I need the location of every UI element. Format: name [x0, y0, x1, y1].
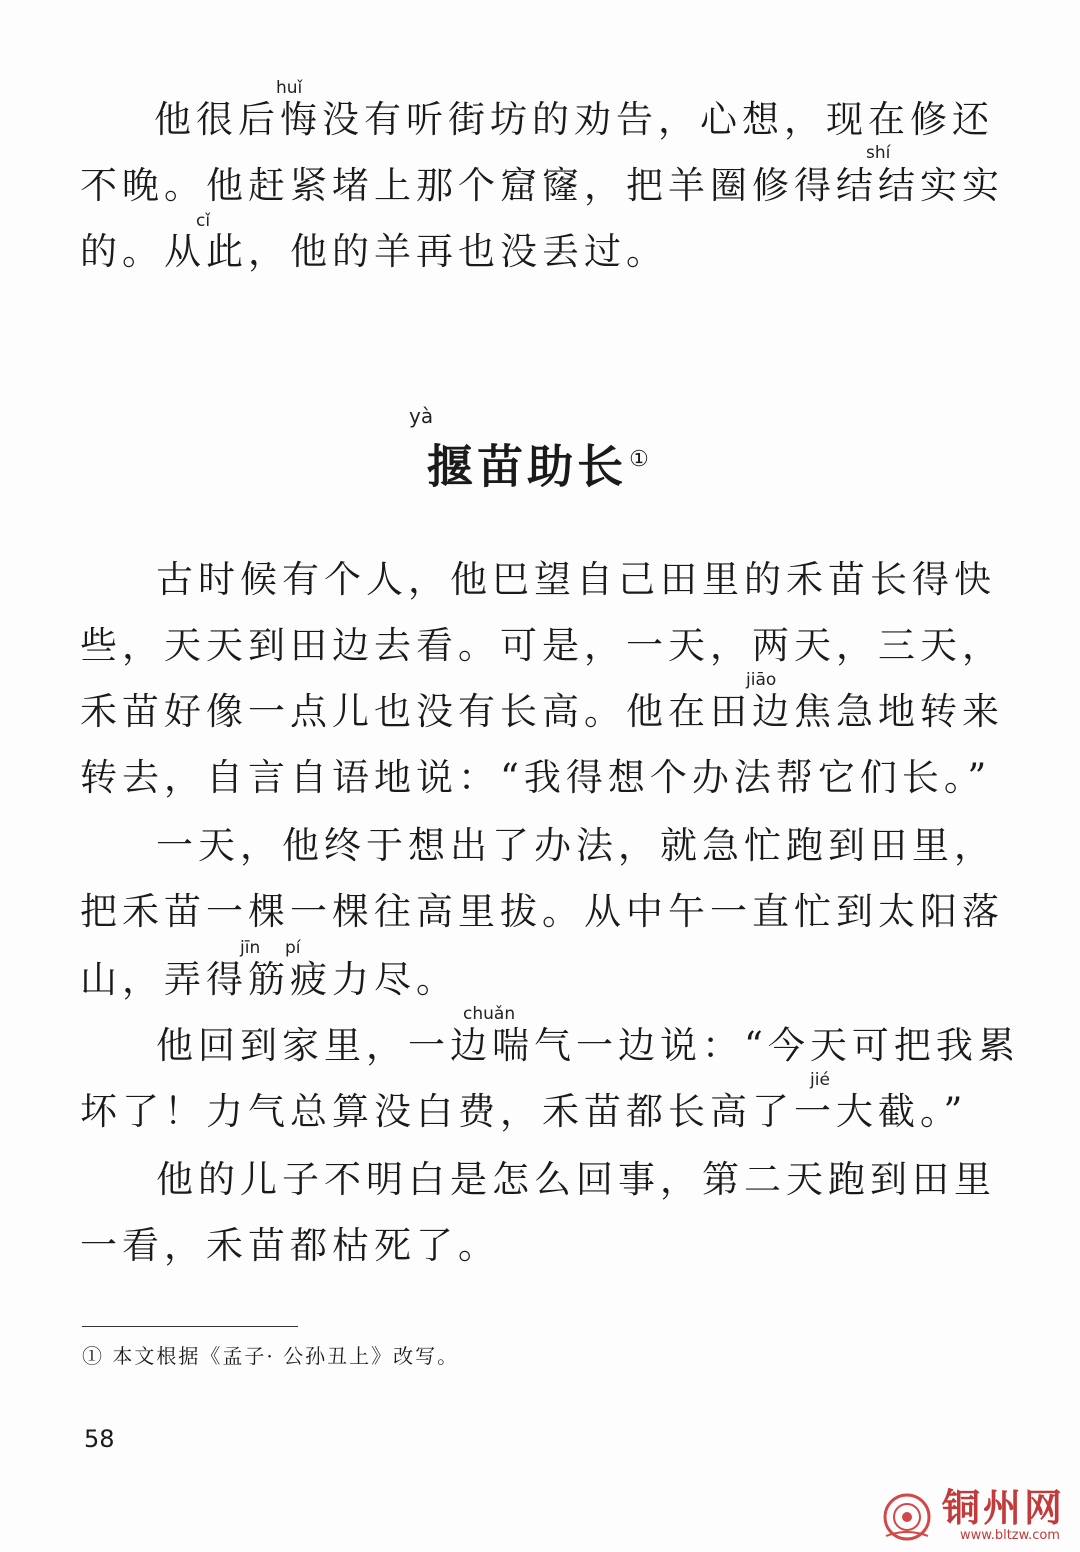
pinyin-shi: shí: [866, 143, 891, 163]
pinyin-jiao: jiāo: [746, 670, 777, 690]
pinyin-jie: jié: [810, 1070, 830, 1090]
title-footnote-mark: ①: [629, 447, 653, 472]
page-number: 58: [84, 1425, 115, 1453]
watermark-url: www.bltzw.com: [960, 1528, 1060, 1543]
story-line-10: 他的儿子不明白是怎么回事，第二天跑到田里: [156, 1158, 996, 1201]
pinyin-chuan: chuǎn: [463, 1004, 516, 1024]
story-line-3: 禾苗好像一点儿也没有长高。他在田边焦急地转来: [80, 690, 1004, 733]
prev-story-line-3: 的。从此，他的羊再也没丢过。: [80, 230, 668, 273]
story-title: [0, 432, 1080, 494]
story-line-1: 古时候有个人，他巴望自己田里的禾苗长得快: [156, 558, 996, 601]
story-line-9: 坏了！力气总算没白费，禾苗都长高了一大截。”: [80, 1090, 968, 1133]
watermark-name: 铜州网: [942, 1485, 1066, 1530]
footnote: ① 本文根据《孟子· 公孙丑上》改写。: [82, 1344, 460, 1368]
pinyin-jin: jīn: [240, 938, 261, 958]
prev-story-line-2: 不晚。他赶紧堵上那个窟窿，把羊圈修得结结实实: [80, 164, 1004, 207]
pinyin-ci: cǐ: [196, 211, 211, 231]
story-title-text: 揠苗助长: [427, 439, 628, 494]
story-line-4: 转去，自言自语地说：“我得想个办法帮它们长。”: [80, 756, 992, 799]
watermark: [876, 1484, 1072, 1546]
pinyin-hui: huǐ: [276, 78, 303, 98]
story-line-8: 他回到家里，一边喘气一边说：“今天可把我累: [156, 1024, 1020, 1067]
story-line-2: 些，天天到田边去看。可是，一天，两天，三天，: [80, 624, 1004, 667]
seal-icon: [882, 1492, 932, 1542]
pinyin-pi: pí: [285, 938, 301, 958]
story-line-7: 山，弄得筋疲力尽。: [80, 958, 458, 1001]
title-pinyin: yà: [409, 404, 434, 428]
story-line-5: 一天，他终于想出了办法，就急忙跑到田里，: [156, 824, 996, 867]
story-line-6: 把禾苗一棵一棵往高里拔。从中午一直忙到太阳落: [80, 890, 1004, 933]
story-line-11: 一看，禾苗都枯死了。: [80, 1224, 500, 1267]
prev-story-line-1: 他很后悔没有听街坊的劝告，心想，现在修还: [154, 98, 994, 141]
footnote-divider: [82, 1326, 298, 1327]
